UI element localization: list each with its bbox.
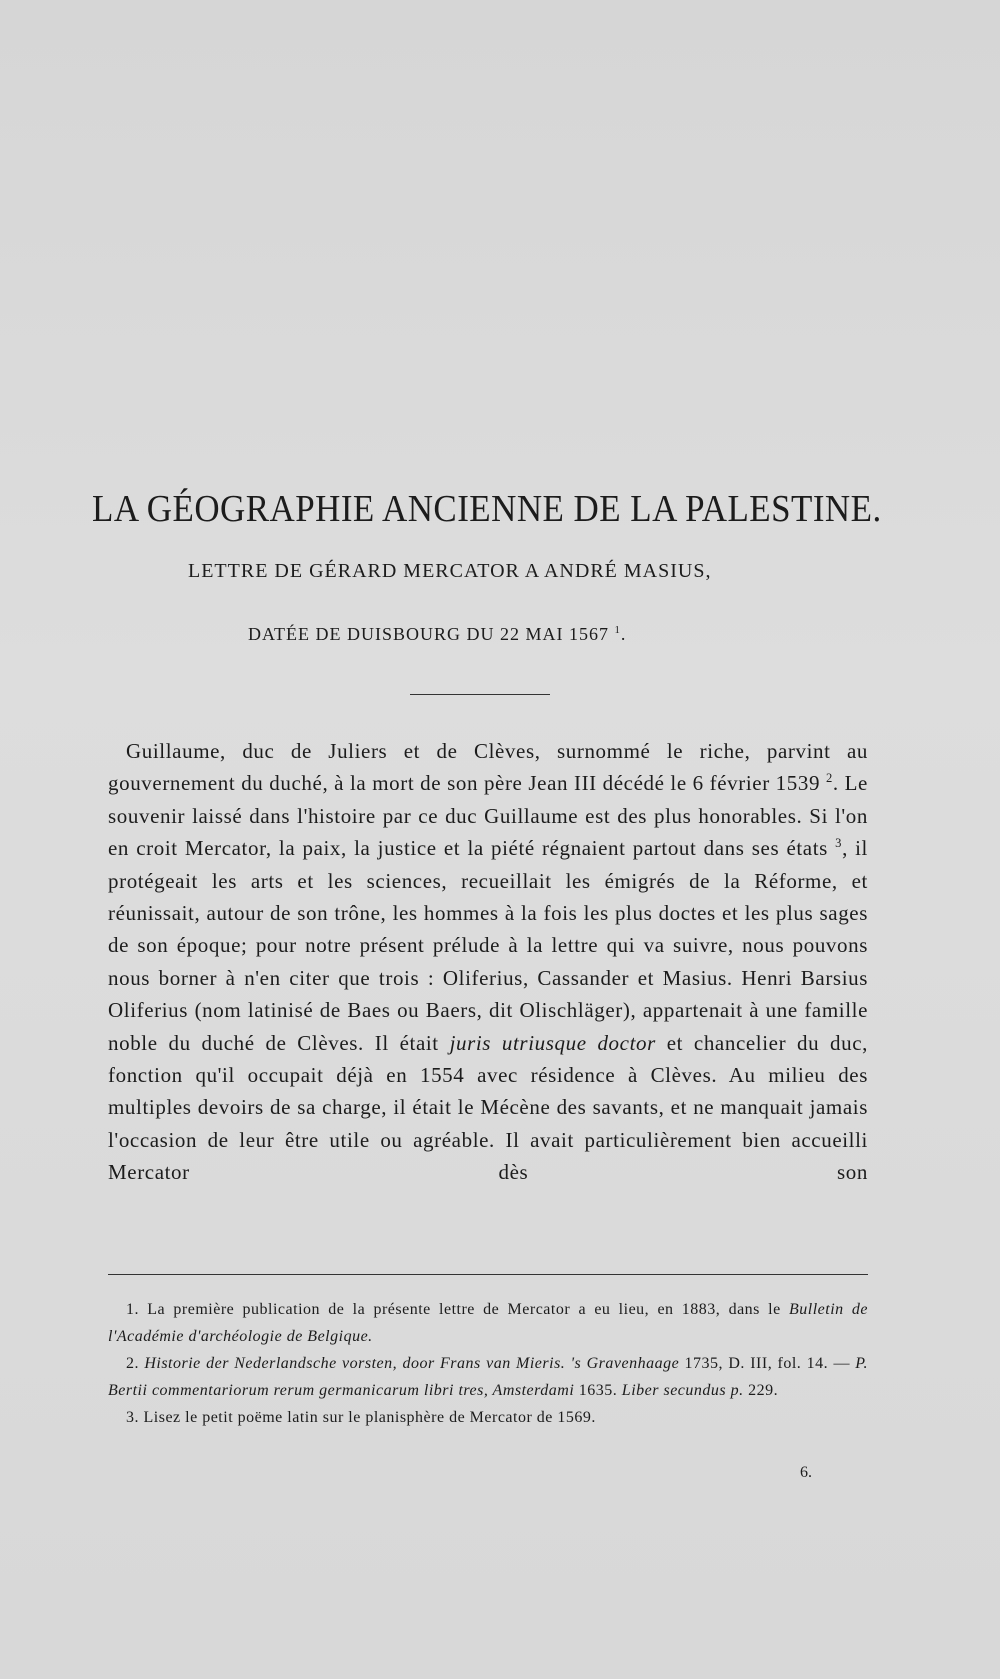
footnote-italic: Historie der Nederlandsche vorsten, door Frans van Mieris. 's Gravenhaage [144,1355,680,1372]
article-subtitle: LETTRE DE GÉRARD MERCATOR A ANDRÉ MASIUS, [188,560,712,582]
footnote-text: Lisez le petit poëme latin sur le planisphère de Mercator de 1569. [143,1409,596,1426]
footnotes [108,1296,868,1431]
body-paragraph [108,735,868,1189]
body-text-segment: , il protégeait les arts et les sciences, recueillait les émigrés de la Réforme, et réunissait, autour de son trône, les hommes à la fois les plus doctes et les plus sages de son époque; pour notre présent prélude à la lettre qui va suivre, nous pouvons nous borner à n'en citer que trois : Oliferius, Cassander et Masius. Henri Barsius Oliferius (nom latinisé de Baes ou Baers, dit Olischläger), appartenait à une famille noble du duché de Clèves. Il était [108,836,868,1055]
article-title: LA GÉOGRAPHIE ANCIENNE DE LA PALESTINE. [92,488,882,531]
footnote-3 [108,1404,868,1431]
footnote-italic: Liber secundus p. [621,1382,744,1399]
footnote-ref-2: 2 [825,771,833,786]
footnote-number: 2. [126,1355,139,1372]
signature-mark: 6. [800,1464,812,1481]
footnote-2 [108,1350,868,1404]
body-text-segment: Guillaume, duc de Juliers et de Clèves, surnommé le riche, parvint au gouvernement du duché, à la mort de son père Jean III décédé le 6 février 1539 [108,739,868,796]
footnote-separator-rule [108,1274,868,1275]
dateline-text: DATÉE DE DUISBOURG DU 22 MAI 1567 [248,624,609,644]
dateline-end: . [620,624,627,644]
body-text [108,735,868,1189]
title-separator-rule [410,694,550,695]
body-text-segment: et chancelier du duc, fonction qu'il occupait déjà en 1554 avec résidence à Clèves. Au milieu des multiples devoirs de sa charge, il était le Mécène des savants, et ne manquait jamais l'occasion de leur être utile ou agréable. Il avait particulièrement bien accueilli Mercator dès son [108,1030,868,1185]
footnote-1 [108,1296,868,1350]
footnote-ref-3: 3 [835,836,843,851]
footnote-text: 229. [748,1382,779,1399]
footnote-text: 1735, D. III, fol. 14. — [684,1355,850,1372]
footnote-italic: Bulletin de l'Académie d'archéologie de Belgique. [108,1301,869,1345]
latin-phrase: juris utriusque doctor [449,1030,656,1055]
footnote-number: 1. [126,1301,139,1318]
dateline [248,624,626,645]
footnote-number: 3. [126,1409,139,1426]
footnote-text: 1635. [578,1382,618,1399]
footnote-italic: P. Bertii commentariorum rerum germanicarum libri tres, Amsterdami [108,1355,869,1399]
footnote-ref-1: 1 [614,624,621,636]
body-text-segment: . Le souvenir laissé dans l'histoire par ce duc Guillaume est des plus honorables. Si l'on en croit Mercator, la paix, la justice et la piété régnaient partout dans ses états [108,771,868,861]
footnote-text: La première publication de la présente lettre de Mercator a eu lieu, en 1883, dans le [147,1301,781,1318]
